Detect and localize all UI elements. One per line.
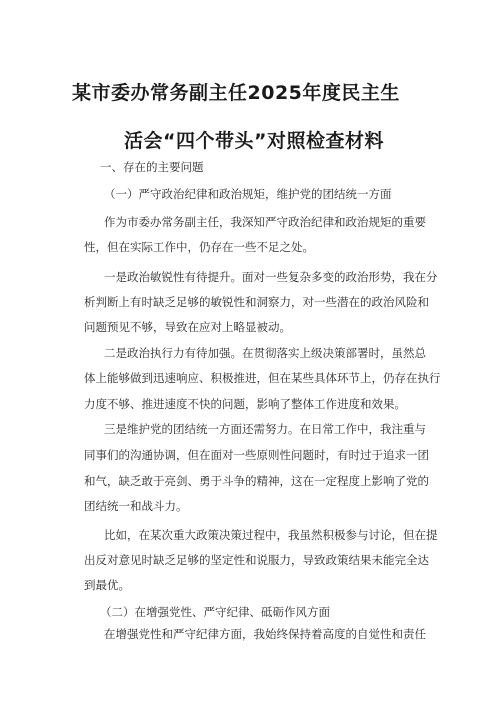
subsection-heading: （一）严守政治纪律和政治规矩，维护党的团结统一方面: [104, 187, 392, 201]
document-title-line-1: 某市委办常务副主任2025年度民主生: [72, 82, 400, 104]
paragraph-line: 性，但在实际工作中，仍存在一些不足之处。: [84, 240, 314, 254]
paragraph-line: 三是维护党的团结统一方面还需努力。在日常工作中，我注重与: [104, 422, 426, 436]
document-title-line-2: 活会“四个带头”对照检查材料: [124, 130, 384, 152]
paragraph-line: 同事们的沟通协调，但在面对一些原则性问题时，有时过于追求一团: [84, 448, 429, 462]
paragraph-line: 比如，在某次重大政策决策过程中，我虽然积极参与讨论，但在提: [104, 528, 438, 542]
paragraph-line: 和气，缺乏敢于亮剑、勇于斗争的精神，这在一定程度上影响了党的: [84, 474, 429, 488]
subsection-heading: （二）在增强党性、严守纪律、砥砺作风方面: [100, 605, 330, 619]
paragraph-line: 到最优。: [84, 578, 130, 592]
section-heading: 一、存在的主要问题: [100, 160, 204, 174]
paragraph-line: 出反对意见时缺乏足够的坚定性和说服力，导致政策结果未能完全达: [84, 553, 429, 567]
paragraph-line: 团结统一和战斗力。: [84, 499, 188, 513]
paragraph-line: 体上能够做到迅速响应、积极推进，但在某些具体环节上，仍存在执行: [84, 371, 441, 385]
paragraph-line: 力度不够、推进速度不快的问题，影响了整体工作进度和效果。: [84, 397, 406, 411]
paragraph-line: 问题预见不够，导致在应对上略显被动。: [84, 320, 291, 334]
paragraph-line: 作为市委办常务副主任，我深知严守政治纪律和政治规矩的重要: [104, 215, 426, 229]
paragraph-line: 在增强党性和严守纪律方面，我始终保持着高度的自觉性和责任: [104, 627, 426, 641]
paragraph-line: 析判断上有时缺乏足够的敏锐性和洞察力，对一些潜在的政治风险和: [84, 295, 429, 309]
paragraph-line: 二是政治执行力有待加强。在贯彻落实上级决策部署时，虽然总: [104, 346, 426, 360]
paragraph-line: 一是政治敏锐性有待提升。面对一些复杂多变的政治形势，我在分: [104, 270, 438, 284]
